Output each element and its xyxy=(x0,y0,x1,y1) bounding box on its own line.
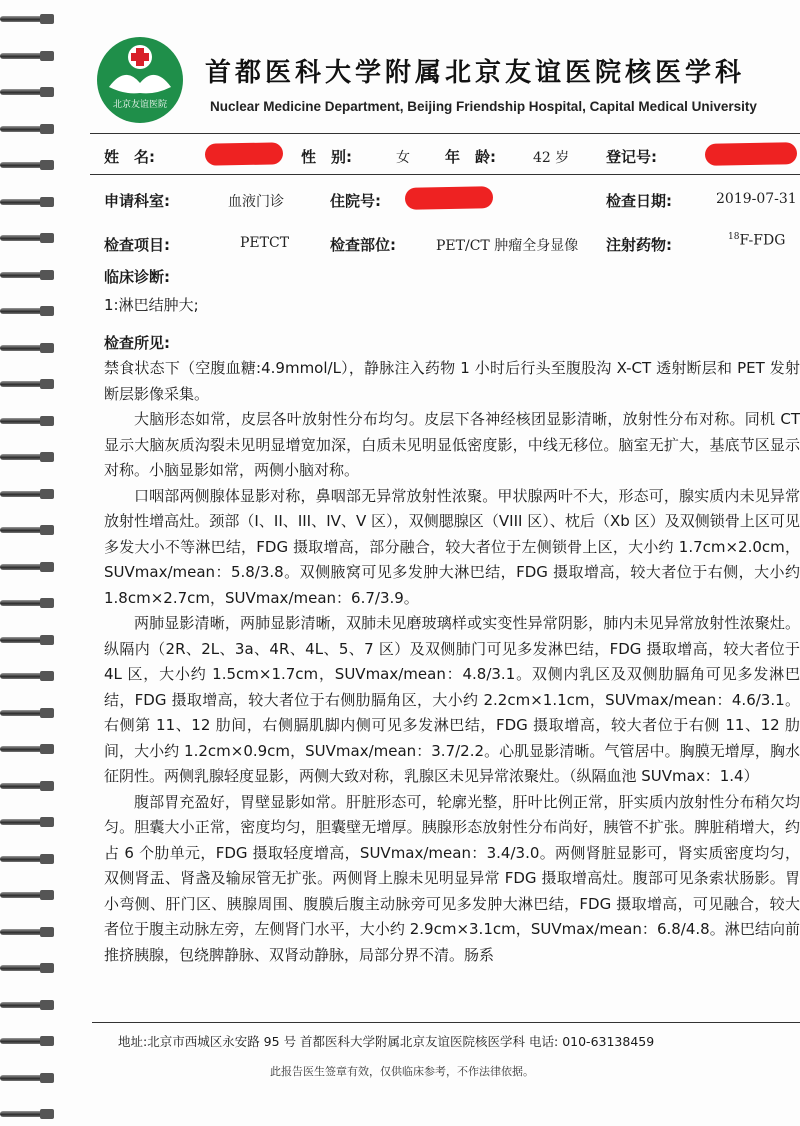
inpatient-label: 住院号: xyxy=(330,192,381,210)
drug-label: 注射药物: xyxy=(606,236,672,254)
binding-ring xyxy=(0,519,62,541)
sex-value: 女 xyxy=(396,150,410,166)
sex-label: 性 别: xyxy=(301,148,352,166)
binding-ring xyxy=(0,629,62,651)
binding-ring xyxy=(0,994,62,1016)
hospital-logo xyxy=(95,35,185,125)
findings-paragraph: 禁食状态下（空腹血糖:4.9mmol/L），静脉注入药物 1 小时后行头至腹股沟 X-CT 透射断层和 PET 发射断层影像采集。 xyxy=(104,359,800,403)
findings-body xyxy=(104,356,800,968)
binding-ring xyxy=(0,702,62,724)
binding-ring xyxy=(0,1103,62,1125)
age-value: 42 岁 xyxy=(533,150,570,166)
header-divider xyxy=(90,133,800,134)
logo-text: 北京友谊医院 xyxy=(112,100,168,110)
diagnosis-value: 1:淋巴结肿大; xyxy=(104,296,199,314)
binding-ring xyxy=(0,592,62,614)
findings-paragraph: 两肺显影清晰，两肺显影清晰，双肺未见磨玻璃样或实变性异常阴影，肺内未见异常放射性浓聚灶。纵隔内（2R、2L、3a、4R、4L、5、7 区）及双侧肺门可见多发淋巴结，FDG 摄取增高，较大者位于 4L 区，大小约 1.5cm×1.7cm，SUVmax/mean：4.8/3.1。双侧内乳区及双侧肋膈角可见多发淋巴结，FDG 摄取增高，较大者位于右侧肋膈角区，大小约 2.2cm×1.1cm，SUVmax/mean：4.6/3.1。右侧第 11、12 肋间，右侧膈肌脚内侧可见多发淋巴结，FDG 摄取增高，较大者位于右侧 11、12 肋间，大小约 1.2cm×0.9cm，SUVmax/mean：3.7/2.2。心肌显影清晰。气管居中。胸膜无增厚，胸水征阴性。两侧乳腺轻度显影，两侧大致对称，乳腺区未见异常浓聚灶。（纵隔血池 SUVmax：1.4） xyxy=(104,614,800,785)
exam-item-label: 检查项目: xyxy=(104,236,170,254)
report-title-cn: 首都医科大学附属北京友谊医院核医学科 xyxy=(205,58,746,88)
binding-ring xyxy=(0,884,62,906)
binding-ring xyxy=(0,1030,62,1052)
binding-ring xyxy=(0,81,62,103)
name-redaction xyxy=(205,142,283,165)
footer-address: 地址:北京市西城区永安路 95 号 首都医科大学附属北京友谊医院核医学科 电话: 010-63138459 xyxy=(118,1034,655,1049)
dept-label: 申请科室: xyxy=(104,192,170,210)
exam-date-value: 2019-07-31 xyxy=(716,191,797,207)
binding-ring xyxy=(0,738,62,760)
binding-ring xyxy=(0,811,62,833)
binding-ring xyxy=(0,483,62,505)
binding-ring xyxy=(0,848,62,870)
registration-redaction xyxy=(705,142,797,166)
binding-ring xyxy=(0,957,62,979)
binding-ring xyxy=(0,337,62,359)
binding-ring xyxy=(0,45,62,67)
diagnosis-label: 临床诊断: xyxy=(104,268,170,286)
binding-ring xyxy=(0,775,62,797)
age-label: 年 龄: xyxy=(445,148,496,166)
binding-ring xyxy=(0,8,62,30)
binding-ring xyxy=(0,154,62,176)
exam-part-label: 检查部位: xyxy=(330,236,396,254)
binding-ring xyxy=(0,300,62,322)
binding-ring xyxy=(0,191,62,213)
drug-name: F-FDG xyxy=(739,232,786,249)
drug-isotope-sup: 18 xyxy=(728,232,740,242)
binding-ring xyxy=(0,665,62,687)
findings-paragraph: 腹部胃充盈好，胃壁显影如常。肝脏形态可，轮廓光整，肝叶比例正常，肝实质内放射性分布稍欠均匀。胆囊大小正常，密度均匀，胆囊壁无增厚。胰腺形态放射性分布尚好，胰管不扩张。脾脏稍增大，约占 6 个肋单元，FDG 摄取轻度增高，SUVmax/mean：3.4/3.0。两侧肾脏显影可，肾实质密度均匀，双侧肾盂、肾盏及输尿管无扩张。两侧肾上腺未见明显异常 FDG 摄取增高灶。腹部可见条索状肠影。胃小弯侧、肝门区、胰腺周围、腹膜后腹主动脉旁可见多发肿大淋巴结，FDG 摄取增高，可见融合，较大者位于腹主动脉左旁，左侧肾门水平，大小约 2.9cm×3.1cm，SUVmax/mean：6.8/4.8。淋巴结向前推挤胰腺，包绕脾静脉、双肾动静脉，局部分界不清。肠系 xyxy=(104,792,800,964)
exam-part-value: PET/CT 肿瘤全身显像 xyxy=(436,238,579,254)
findings-paragraph: 口咽部两侧腺体显影对称，鼻咽部无异常放射性浓聚。甲状腺两叶不大，形态可，腺实质内未见异常放射性增高灶。颈部（I、II、III、IV、V 区），双侧腮腺区（VIII 区）、枕后（Xb 区）及双侧锁骨上区可见多发大小不等淋巴结，FDG 摄取增高，部分融合，较大者位于左侧锁骨上区，大小约 1.7cm×2.0cm，SUVmax/mean：5.8/3.8。双侧腋窝可见多发肿大淋巴结，FDG 摄取增高，较大者位于右侧，大小约 1.8cm×2.7cm，SUVmax/mean：6.7/3.9。 xyxy=(104,486,800,607)
findings-paragraph: 大脑形态如常，皮层各叶放射性分布均匀。皮层下各神经核团显影清晰，放射性分布对称。同机 CT 显示大脑灰质沟裂未见明显增宽加深，白质未见明显低密度影，中线无移位。脑室无扩大，基底节区显示对称。小脑显影如常，两侧小脑对称。 xyxy=(104,410,800,479)
exam-date-label: 检查日期: xyxy=(606,192,672,210)
binding-ring xyxy=(0,118,62,140)
inpatient-redaction xyxy=(405,186,493,210)
report-title-en: Nuclear Medicine Department, Beijing Friendship Hospital, Capital Medical University xyxy=(210,99,757,114)
drug-value xyxy=(728,232,785,249)
name-label: 姓 名: xyxy=(104,148,155,166)
binding-ring xyxy=(0,921,62,943)
footer-divider xyxy=(92,1022,800,1023)
binding-ring xyxy=(0,446,62,468)
binding-ring xyxy=(0,556,62,578)
spiral-binding xyxy=(0,0,70,1126)
binding-ring xyxy=(0,373,62,395)
binding-ring xyxy=(0,227,62,249)
exam-item-value: PETCT xyxy=(240,235,290,251)
binding-ring xyxy=(0,410,62,432)
findings-label: 检查所见: xyxy=(104,334,170,352)
binding-ring xyxy=(0,1067,62,1089)
registration-label: 登记号: xyxy=(606,148,657,166)
dept-value: 血液门诊 xyxy=(228,194,284,210)
footer-note: 此报告医生签章有效，仅供临床参考，不作法律依据。 xyxy=(270,1065,534,1078)
binding-ring xyxy=(0,264,62,286)
row-divider xyxy=(90,174,800,175)
